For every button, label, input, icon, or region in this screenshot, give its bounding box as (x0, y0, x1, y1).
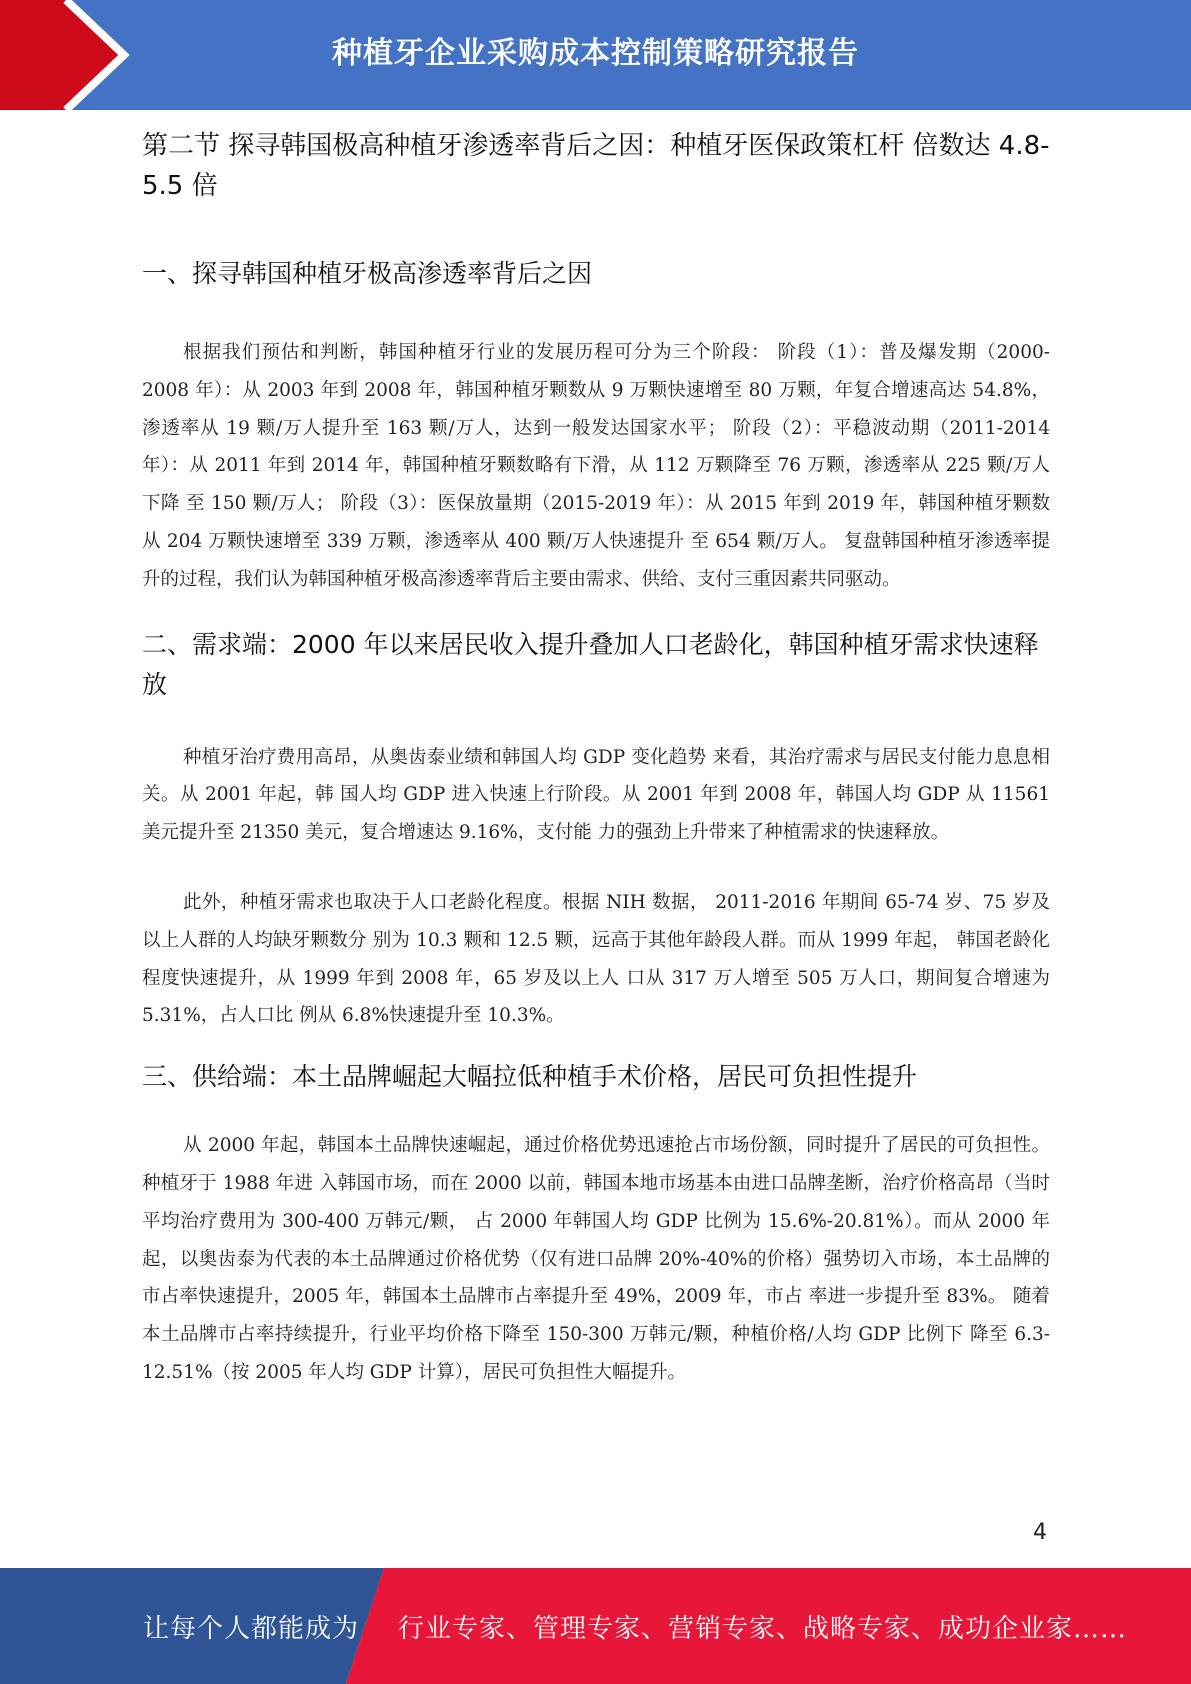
section-title: 第二节 探寻韩国极高种植牙渗透率背后之因：种植牙医保政策杠杆 倍数达 4.8-5.5 倍 (142, 131, 1050, 201)
paragraph-3: 此外，种植牙需求也取决于人口老龄化程度。根据 NIH 数据， 2011-2016 年期间 65-74 岁、75 岁及以上人群的人均缺牙颗数分 别为 10.3 颗和 12.5 颗，远高于其他年龄段人群。而从 1999 年起， 韩国老龄化程度快速提升，从 1999 年到 2008 年，65 岁及以上人 口从 317 万人增至 505 万人口，期间复合增速为 5.31%，占人口比 例从 6.8%快速提升至 10.3%。 (142, 891, 1050, 1027)
footer-banner (0, 1568, 1191, 1684)
report-title: 种植牙企业采购成本控制策略研究报告 (332, 36, 859, 71)
header-bar (0, 0, 1191, 110)
paragraph-4: 从 2000 年起，韩国本土品牌快速崛起，通过价格优势迅速抢占市场份额，同时提升了居民的可负担性。种植牙于 1988 年进 入韩国市场，而在 2000 以前，韩国本地市场基本由进口品牌垄断，治疗价格高昂（当时平均治疗费用为 300-400 万韩元/颗， 占 2000 年韩国人均 GDP 比例为 15.6%-20.81%）。而从 2000 年起，以奥齿泰为代表的本土品牌通过价格优势（仅有进口品牌 20%-40%的价格）强势切入市场，本土品牌的市占率快速提升，2005 年，韩国本土品牌市占率提升至 49%，2009 年，市占 率进一步提升至 83%。 随着本土品牌市占率持续提升，行业平均价格下降至 150-300 万韩元/颗，种植价格/人均 GDP 比例下 降至 6.3-12.51%（按 2005 年人均 GDP 计算），居民可负担性大幅提升。 (142, 1135, 1050, 1383)
footer-slogan-right: 行业专家、管理专家、营销专家、战略专家、成功企业家…… (398, 1613, 1128, 1644)
page-number: 4 (1033, 1520, 1047, 1545)
paragraph-2: 种植牙治疗费用高昂，从奥齿泰业绩和韩国人均 GDP 变化趋势 来看，其治疗需求与居民支付能力息息相关。从 2001 年起，韩 国人均 GDP 进入快速上行阶段。从 2001 年到 2008 年，韩国人均 GDP 从 11561 美元提升至 21350 美元，复合增速达 9.16%，支付能 力的强劲上升带来了种植需求的快速释放。 (142, 746, 1050, 844)
heading-2: 二、需求端：2000 年以来居民收入提升叠加人口老龄化，韩国种植牙需求快速释放 (142, 629, 1039, 699)
footer-slogan-left: 让每个人都能成为 (143, 1613, 360, 1644)
paragraph-1: 根据我们预估和判断，韩国种植牙行业的发展历程可分为三个阶段： 阶段（1）：普及爆发期（2000-2008 年）：从 2003 年到 2008 年，韩国种植牙颗数从 9 万颗快速增至 80 万颗，年复合增速高达 54.8%，渗透率从 19 颗/万人提升至 163 颗/万人，达到一般发达国家水平； 阶段（2）：平稳波动期（2011-2014 年）：从 2011 年到 2014 年，韩国种植牙颗数略有下滑，从 112 万颗降至 76 万颗，渗透率从 225 颗/万人下降 至 150 颗/万人； 阶段（3）：医保放量期（2015-2019 年）：从 2015 年到 2019 年，韩国种植牙颗数从 204 万颗快速增至 339 万颗，渗透率从 400 颗/万人快速提升 至 654 颗/万人。 复盘韩国种植牙渗透率提升的过程，我们认为韩国种植牙极高渗透率背后主要由需求、供给、支付三重因素共同驱动。 (142, 342, 1050, 590)
heading-3: 三、供给端：本土品牌崛起大幅拉低种植手术价格，居民可负担性提升 (142, 1062, 918, 1092)
page-content (142, 126, 1050, 1418)
heading-1: 一、探寻韩国种植牙极高渗透率背后之因 (142, 259, 593, 288)
